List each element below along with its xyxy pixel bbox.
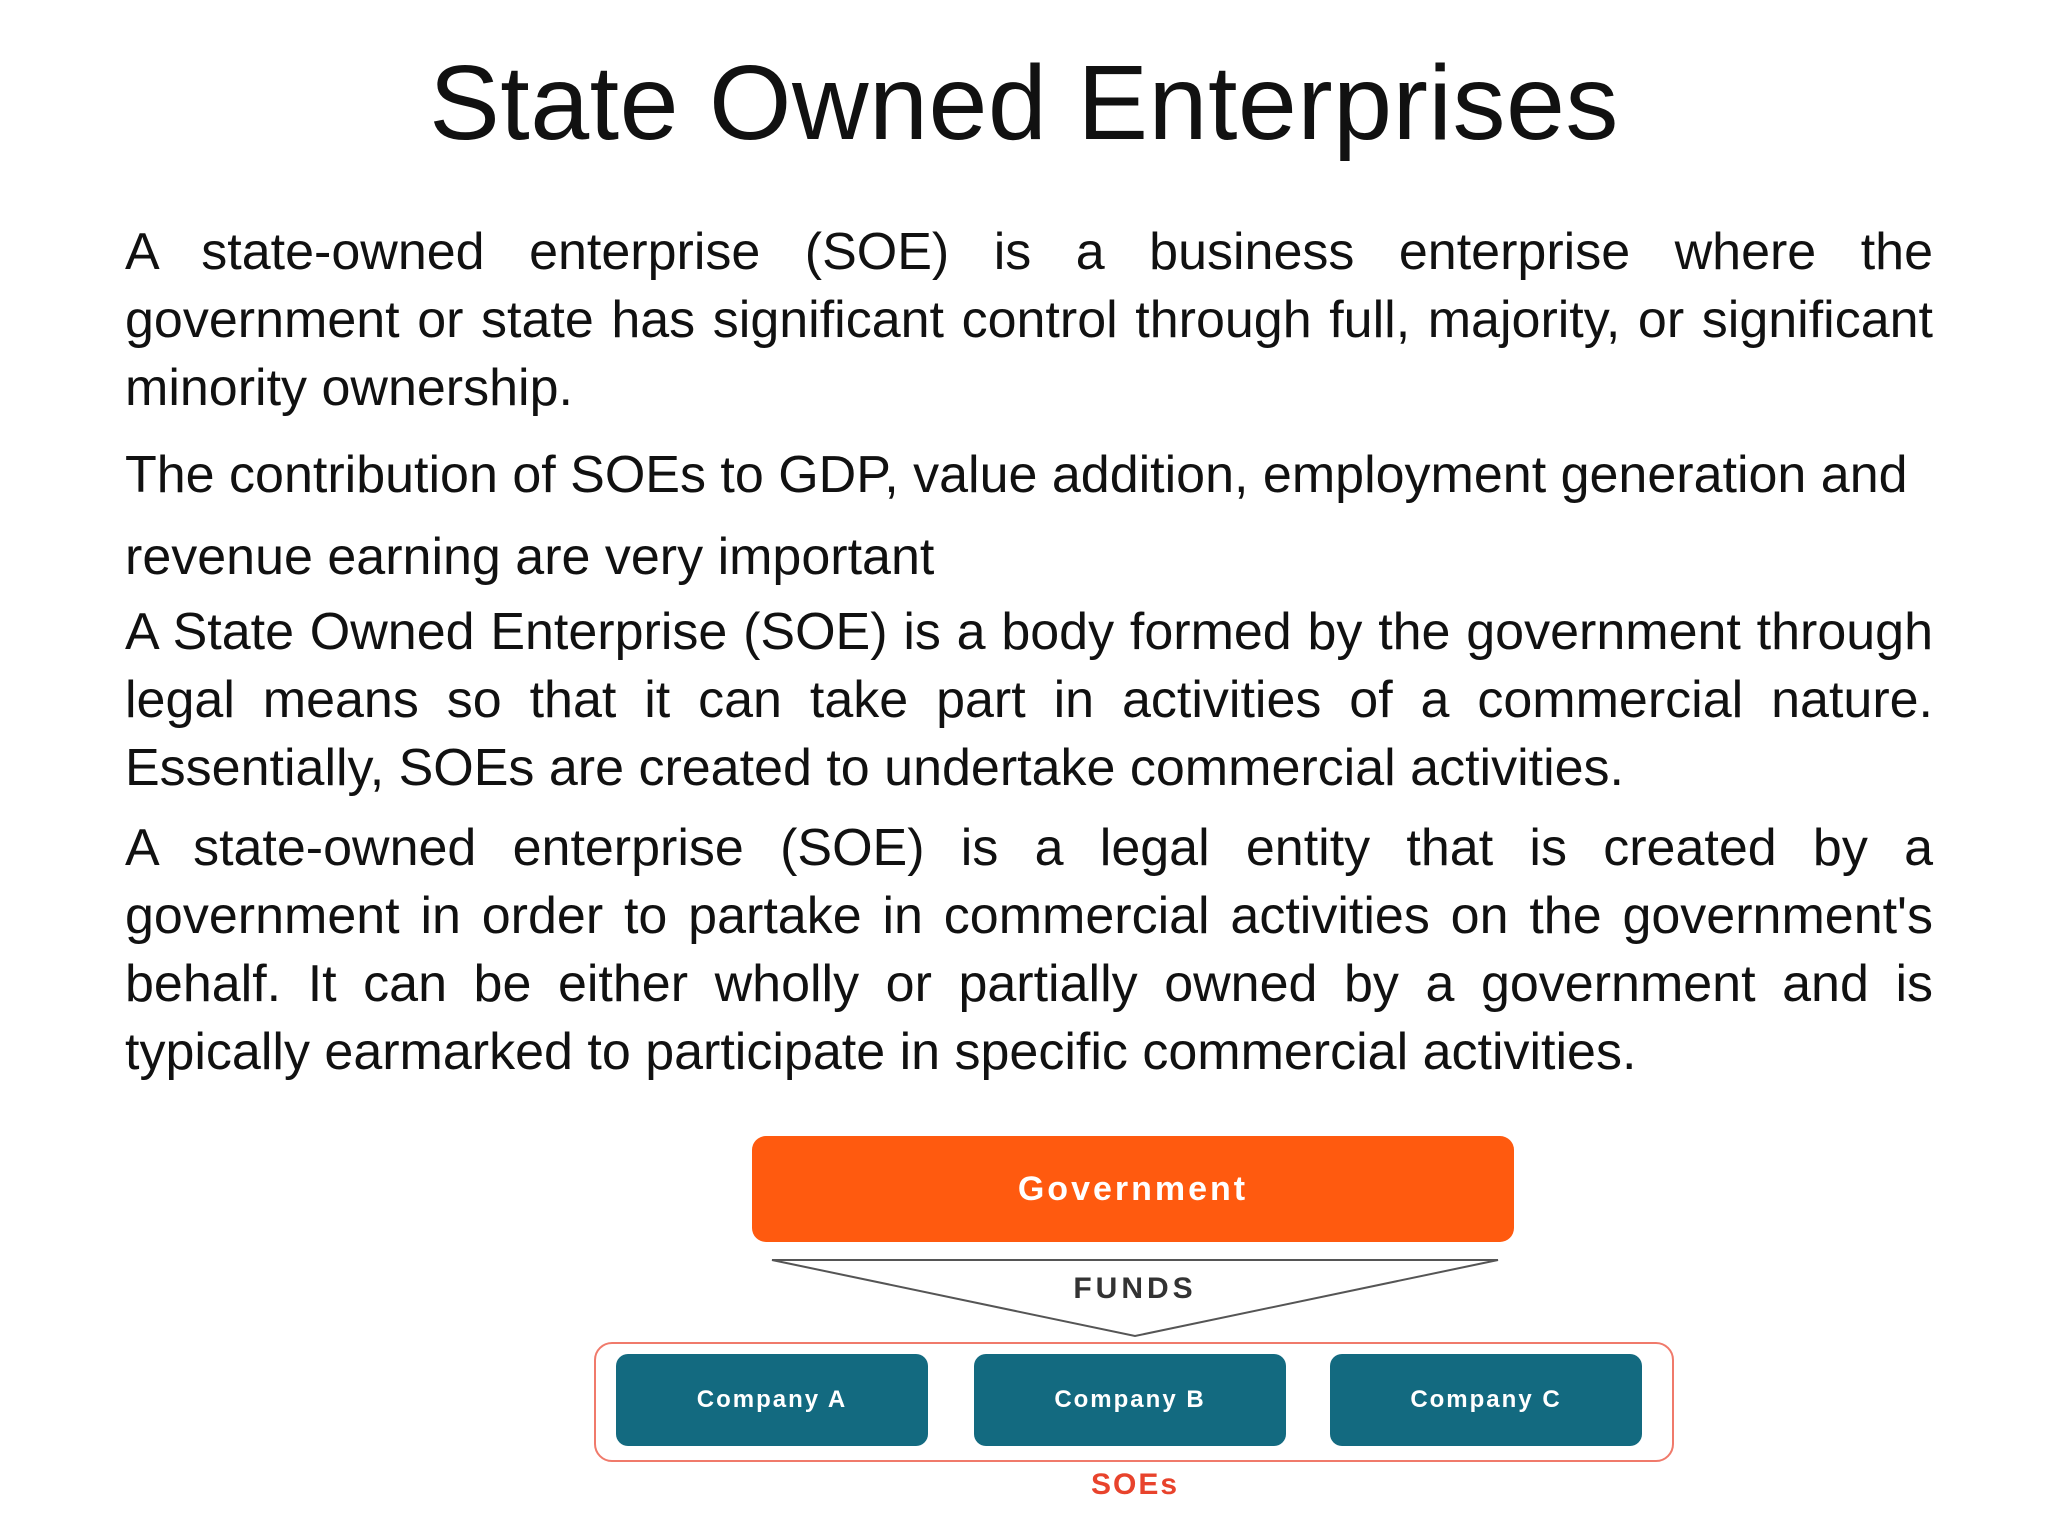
soe-diagram [580, 1120, 1690, 1536]
paragraph-definition: A state-owned enterprise (SOE) is a business enterprise where the government or state has significant control through full, majority, or significant minority ownership. [125, 223, 1933, 417]
paragraph-contribution: The contribution of SOEs to GDP, value addition, employment generation and revenue earning are very important [125, 446, 1908, 586]
slide-title: State Owned Enterprises [429, 44, 1619, 162]
company-c-box: Company C [1330, 1354, 1642, 1446]
government-box: Government [752, 1136, 1514, 1242]
funds-label: FUNDS [1073, 1272, 1197, 1305]
slide-body [125, 218, 1933, 1098]
company-b-box: Company B [974, 1354, 1286, 1446]
paragraph-legal-body: A State Owned Enterprise (SOE) is a body formed by the government through legal means so that it can take part in activities of a commercial nature. Essentially, SOEs are created to undertake commercial activities. [125, 603, 1933, 797]
soes-label: SOEs [1090, 1468, 1180, 1501]
company-a-box: Company A [616, 1354, 928, 1446]
paragraph-legal-entity: A state-owned enterprise (SOE) is a legal entity that is created by a government in order to partake in commercial activities on the government's behalf. It can be either wholly or partially owned by a government and is typically earmarked to participate in specific commercial activities. [125, 819, 1933, 1081]
